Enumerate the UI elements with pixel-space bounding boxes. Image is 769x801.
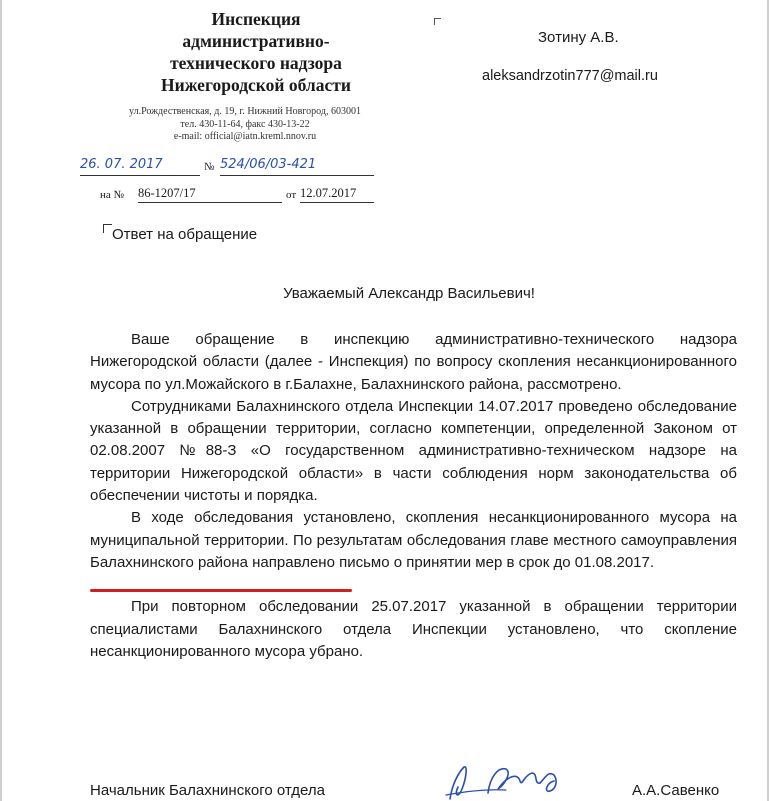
registration-number: 524/06/03-421 <box>220 157 374 176</box>
reference-date: 12.07.2017 <box>300 186 374 203</box>
reference-number: 86-1207/17 <box>138 186 282 203</box>
registration-line <box>80 155 380 179</box>
org-line: Нижегородской области <box>161 75 351 95</box>
reference-number-label: на № <box>100 189 125 201</box>
letter-body <box>90 329 737 663</box>
paragraph: При повторном обследовании 25.07.2017 указанной в обращении территории специалистами Балахнинского отдела Инспекции установлено, что скопление несанкционированного мусора убрано. <box>90 598 737 660</box>
address-line: ул.Рождественская, д. 19, г. Нижний Новгород, 603001 <box>129 106 361 117</box>
recipient-name: Зотину А.В. <box>538 29 619 46</box>
registration-number-label: № <box>204 161 215 173</box>
reference-line <box>100 186 380 206</box>
subject-bracket <box>103 224 112 233</box>
red-highlight-underline <box>90 589 352 592</box>
org-line: технического надзора <box>170 53 342 73</box>
handwritten-signature <box>428 755 588 801</box>
paragraph: В ходе обследования установлено, скопления несанкционированного мусора на муниципальной территории. По результатам обследования главе местного самоуправления Балахнинского района направлено письмо о принятии мер в срок до 01.08.2017. <box>90 509 737 571</box>
email-line: e-mail: official@iatn.kreml.nnov.ru <box>173 131 317 142</box>
signatory-position: Начальник Балахнинского отдела <box>90 782 325 799</box>
address-corner-mark <box>434 18 441 25</box>
org-line: Инспекция <box>211 9 301 29</box>
letter-subject: Ответ на обращение <box>112 226 258 243</box>
reference-date-label: от <box>286 189 297 201</box>
org-line: административно- <box>182 31 330 51</box>
greeting: Уважаемый Александр Васильевич! <box>283 285 535 302</box>
recipient-email: aleksandrzotin777@mail.ru <box>482 68 658 84</box>
registration-date: 26. 07. 2017 <box>80 157 200 176</box>
page-edge-left <box>0 0 2 801</box>
organization-name <box>120 8 392 96</box>
signatory-name: А.А.Савенко <box>632 782 720 799</box>
paragraph: Сотрудниками Балахнинского отдела Инспекции 14.07.2017 проведено обследование указанной в обращении территории, согласно компетенции, определенной Законом от 02.08.2007 №88-З «О государственном административно-техническом надзоре на территории Нижегородской области» в части соблюдения норм законодательства об обеспечении чистоты и порядка. <box>90 397 737 505</box>
organization-address <box>90 106 400 144</box>
phone-line: тел. 430-11-64, факс 430-13-22 <box>180 118 310 130</box>
paragraph: Ваше обращение в инспекцию административно-технического надзора Нижегородской области (далее - Инспекция) по вопросу скопления несанкционированного мусора по ул.Можайского в г.Балахне, Балахнинского района, рассмотрено. <box>90 331 737 393</box>
